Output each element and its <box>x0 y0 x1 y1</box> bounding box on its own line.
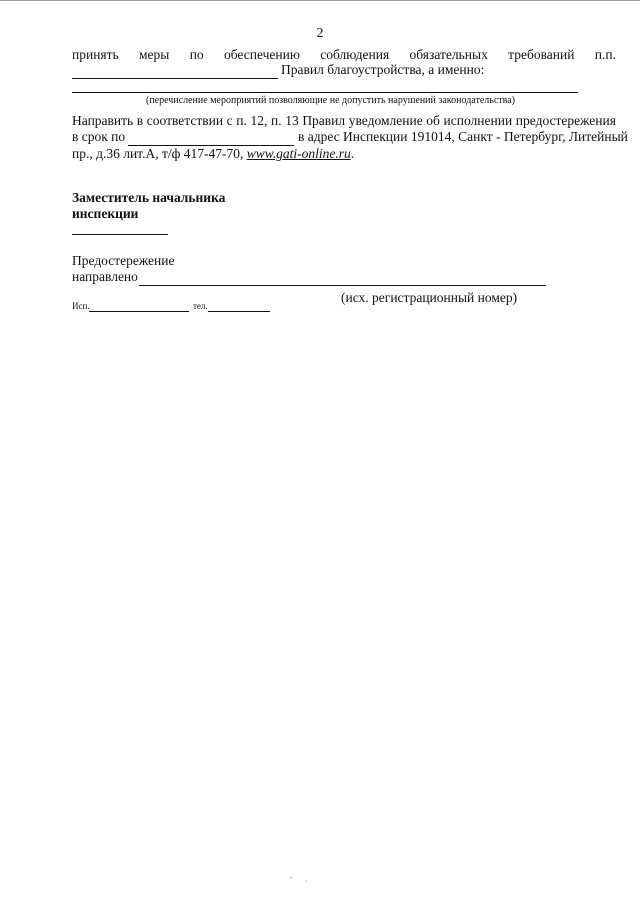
word: обязательных <box>409 47 488 62</box>
blank-rule-executor <box>89 311 189 312</box>
warning-sent-label-line1: Предостережение <box>72 253 175 268</box>
word: Правил <box>302 113 346 128</box>
blank-rule-rules-number <box>72 78 278 79</box>
word: 12, <box>250 113 268 128</box>
word: предостережения <box>515 113 616 128</box>
website-link[interactable]: www.gati-online.ru <box>246 146 351 161</box>
signature-title-line1: Заместитель начальника <box>72 190 226 205</box>
page-number: 2 <box>316 26 324 41</box>
word: по <box>189 47 204 62</box>
word: 13 <box>285 113 299 128</box>
word: исполнении <box>443 113 513 128</box>
registration-number-caption: (исх. регистрационный номер) <box>341 290 518 305</box>
paragraph2-line2-prefix: в срок по <box>72 129 126 144</box>
word: обеспечению <box>223 47 300 62</box>
word: соблюдения <box>320 47 390 62</box>
scan-speck: · <box>305 877 308 886</box>
executor-label: Исп. <box>72 301 90 311</box>
page-top-border <box>0 0 640 1</box>
warning-sent-label-line2: направлено <box>72 269 138 284</box>
word: соответствии <box>146 113 224 128</box>
measures-caption: (перечисление мероприятий позволяющие не допустить нарушений законодательства) <box>146 95 515 106</box>
word: п. <box>270 113 282 128</box>
word: Направить <box>72 113 134 128</box>
address-text: пр., д.36 лит.А, т/ф 417-47-70, <box>72 146 244 161</box>
paragraph2-line2-suffix: в адрес Инспекции 191014, Санкт - Петербург, Литейный <box>298 129 628 144</box>
paragraph1-line2-text: Правил благоустройства, а именно: <box>281 62 485 77</box>
signature-title-line2: инспекции <box>72 206 139 221</box>
paragraph2-line3 <box>72 146 354 162</box>
word: с <box>226 113 233 128</box>
word: п.п. <box>594 47 616 62</box>
period: . <box>350 146 355 161</box>
paragraph2-line1 <box>72 113 616 129</box>
phone-label: тел. <box>193 301 208 311</box>
word: меры <box>139 47 170 62</box>
blank-rule-measures <box>72 92 578 93</box>
word: об <box>426 113 440 128</box>
scan-speck: - <box>290 873 293 882</box>
word: в <box>136 113 144 128</box>
paragraph1-line1 <box>72 47 616 63</box>
blank-rule-registration-number <box>139 285 546 286</box>
word: требований <box>508 47 575 62</box>
word: п. <box>236 113 247 128</box>
signature-rule <box>72 234 168 235</box>
word: принять <box>72 47 119 62</box>
word: уведомление <box>348 113 423 128</box>
blank-rule-phone <box>208 311 270 312</box>
